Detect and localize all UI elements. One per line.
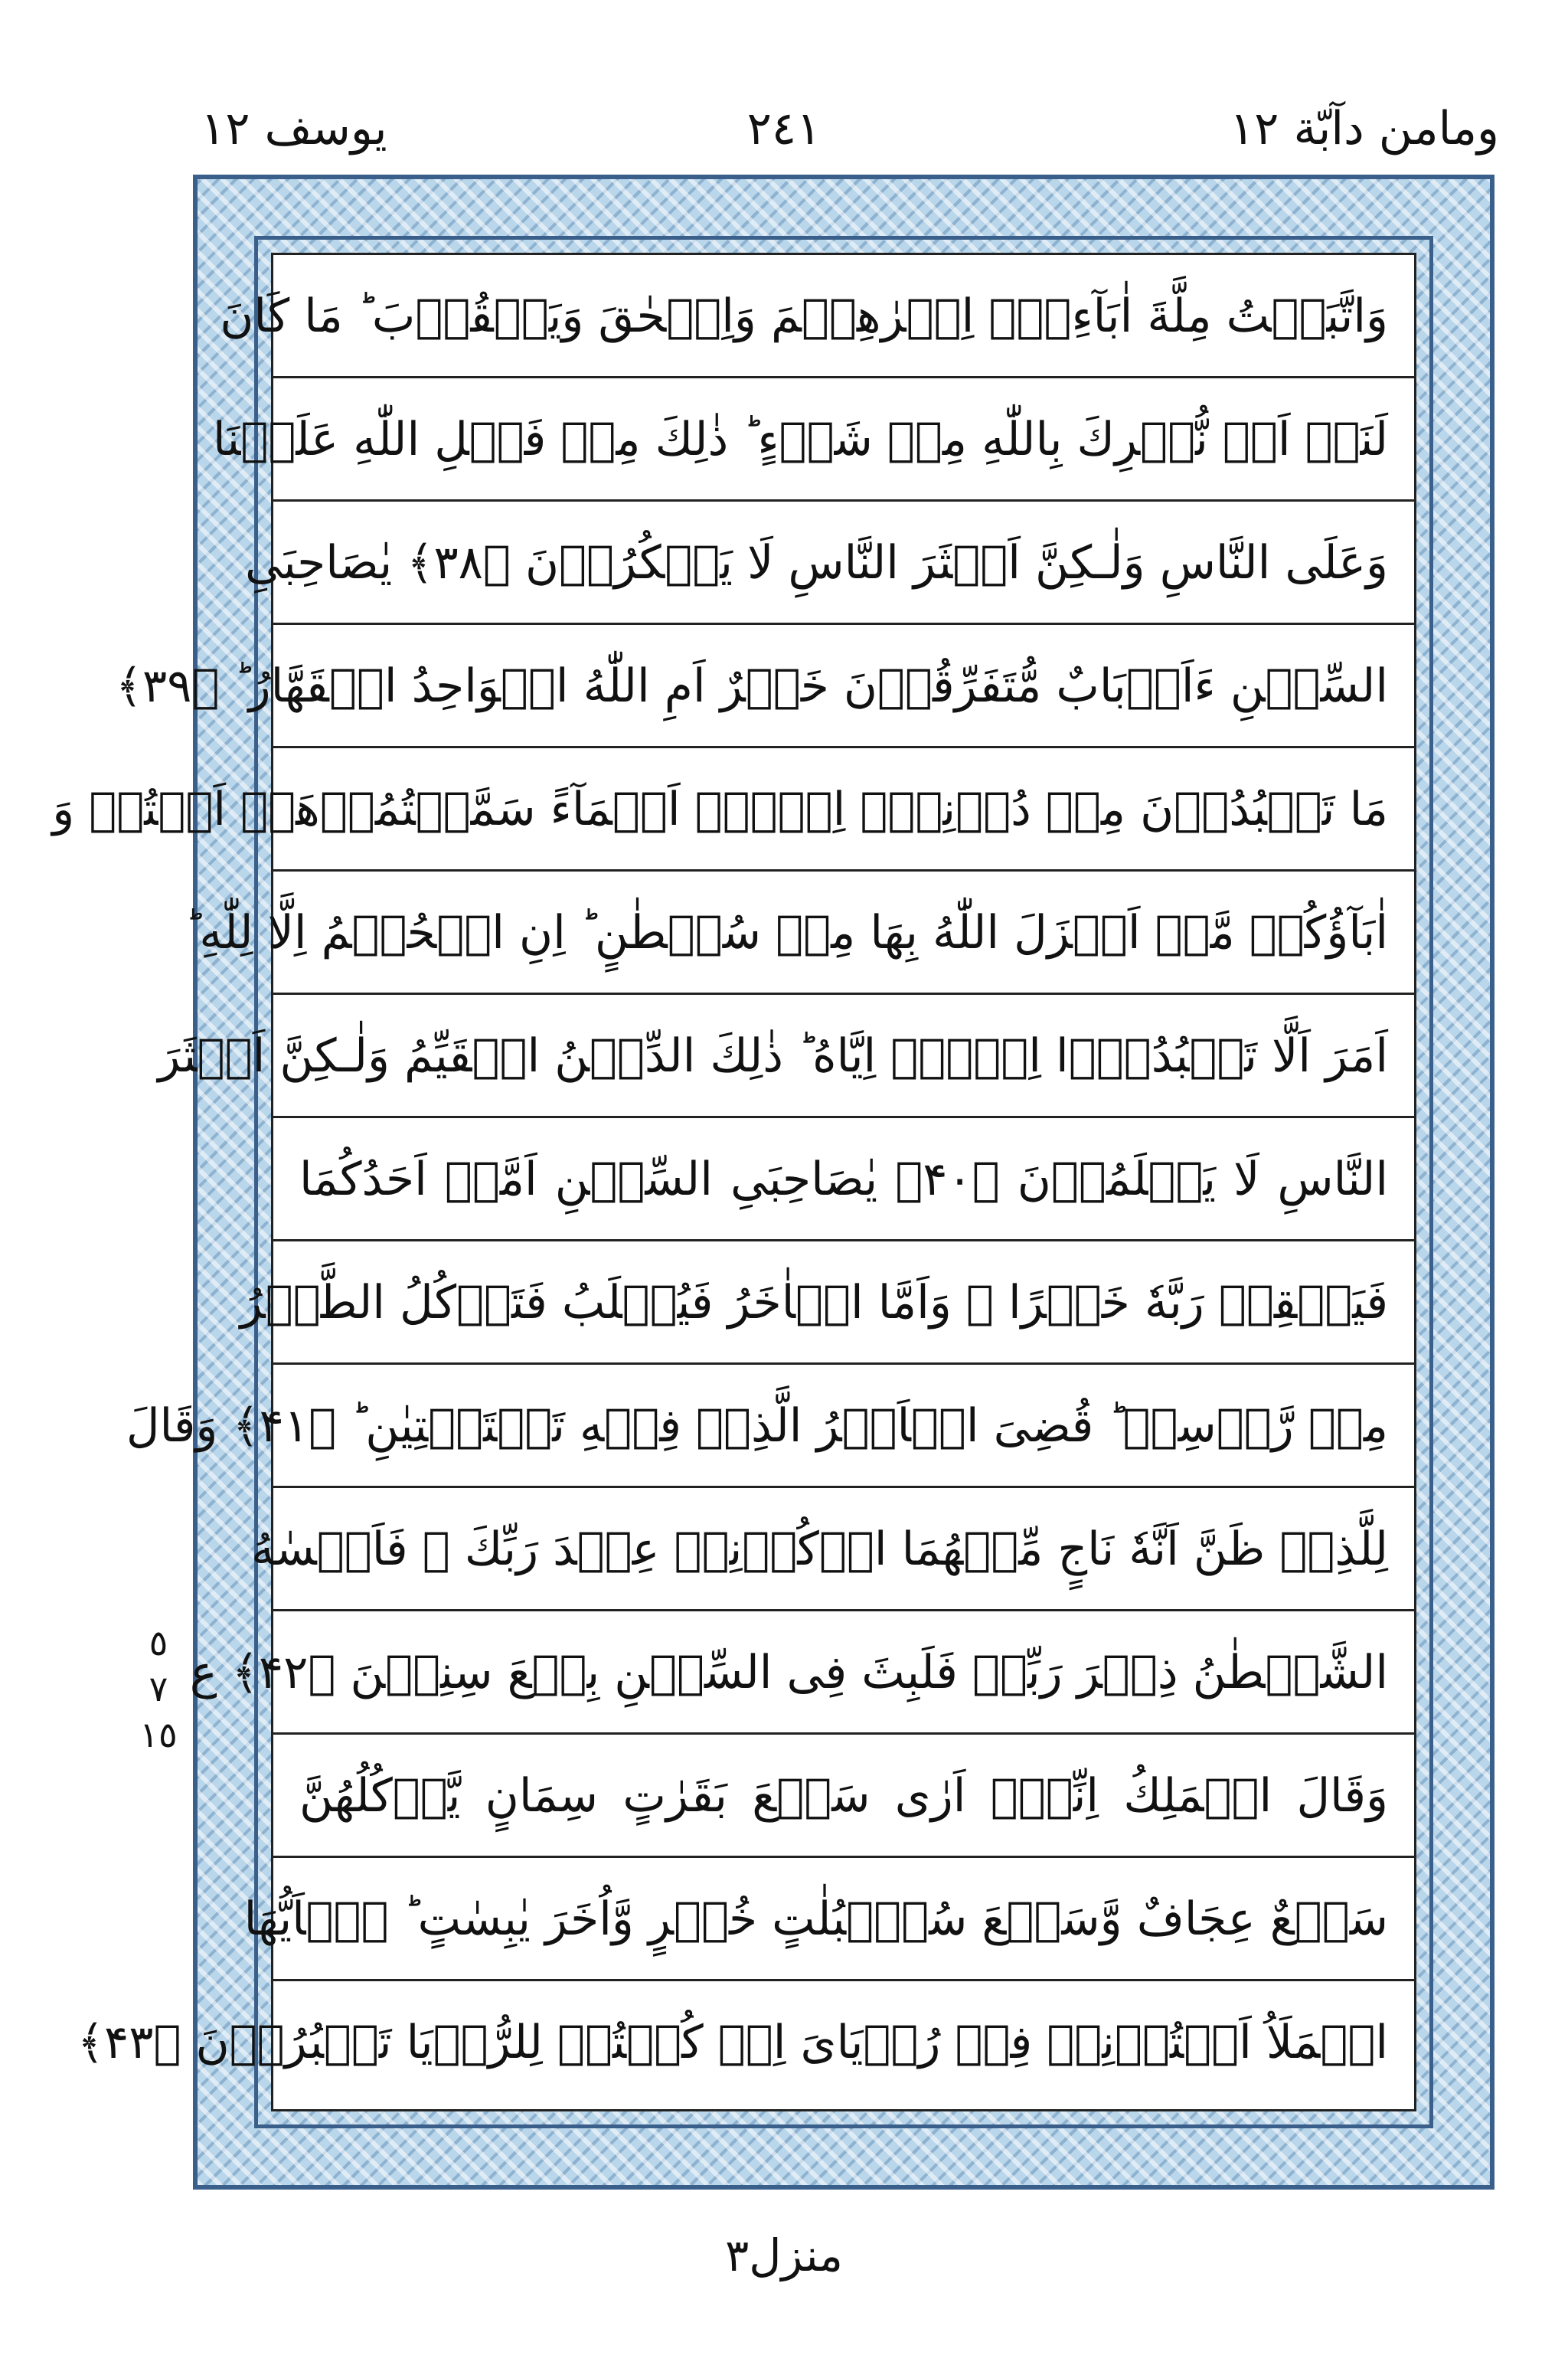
text-line-10: مِنۡ رَّاۡسِهٖ ؕ قُضِیَ الۡاَمۡرُ الَّذِیۡ فِیۡهِ تَسۡتَفۡتِیٰنِ ؕ ﴿۴۱﴾ وَقَالَ bbox=[273, 1365, 1414, 1488]
surah-name: يوسف ١٢ bbox=[201, 102, 387, 155]
text-line-1: وَاتَّبَعۡتُ مِلَّةَ اٰبَآءِیۡۤ اِبۡرٰهِیۡمَ وَاِسۡحٰقَ وَیَعۡقُوۡبَ ؕ مَا كَانَ bbox=[273, 255, 1414, 378]
text-line-3: وَعَلَى النَّاسِ وَلٰـكِنَّ اَكۡثَرَ النَّاسِ لَا یَشۡكُرُوۡنَ ﴿۳۸﴾ یٰصَاحِبَیِ bbox=[273, 502, 1414, 625]
ruku-mark-bottom: ١٥ bbox=[139, 1714, 178, 1755]
text-line-4: السِّجۡنِ ءَاَرۡبَابٌ مُّتَفَرِّقُوۡنَ خَیۡرٌ اَمِ اللّٰهُ الۡوَاحِدُ الۡقَهَّارُ ؕ ﴿۳۹﴾ bbox=[273, 625, 1414, 748]
text-line-15: الۡمَلَاُ اَفۡتُوۡنِیۡ فِیۡ رُءۡیَایَ اِنۡ كُنۡتُمۡ لِلرُّءۡیَا تَعۡبُرُوۡنَ ﴿۴۳﴾ bbox=[77, 2016, 1388, 2069]
text-line-7: اَمَرَ اَلَّا تَعۡبُدُوۡۤا اِلَّاۤ اِیَّاهُ ؕ ذٰلِكَ الدِّیۡنُ الۡقَیِّمُ وَلٰـكِنَّ اَكۡثَرَ bbox=[273, 995, 1414, 1118]
text-line-13: وَقَالَ الۡمَلِكُ اِنِّیۡۤ اَرٰی سَبۡعَ بَقَرٰتٍ سِمَانٍ یَّاۡكُلُهُنَّ bbox=[273, 1735, 1414, 1858]
para-name: ومامن دآبّة ١٢ bbox=[1229, 102, 1499, 155]
text-line-6: اٰبَآؤُكُمۡ مَّاۤ اَنۡزَلَ اللّٰهُ بِهَا مِنۡ سُلۡطٰنٍ ؕ اِنِ الۡحُكۡمُ اِلَّا لِلّٰهِ ؕ bbox=[273, 872, 1414, 995]
page-header bbox=[0, 98, 1568, 159]
text-line-8: النَّاسِ لَا یَعۡلَمُوۡنَ ﴿۴۰﴾ یٰصَاحِبَیِ السِّجۡنِ اَمَّاۤ اَحَدُكُمَا bbox=[273, 1118, 1414, 1241]
ruku-mark-middle: ٧ bbox=[149, 1668, 168, 1709]
text-line-5: مَا تَعۡبُدُوۡنَ مِنۡ دُوۡنِهٖۤ اِلَّاۤ اَسۡمَآءً سَمَّیۡتُمُوۡهَاۤ اَنۡتُمۡ وَ bbox=[273, 748, 1414, 872]
text-line-11: لِلَّذِیۡ ظَنَّ اَنَّهٗ نَاجٍ مِّنۡهُمَا اذۡكُرۡنِیۡ عِنۡدَ رَبِّكَ ۫ فَاَنۡسٰهُ bbox=[273, 1488, 1414, 1611]
ruku-mark-top: ٥ bbox=[149, 1622, 168, 1663]
text-line-9: فَیَسۡقِیۡ رَبَّهٗ خَمۡرًا ۚ وَاَمَّا الۡاٰخَرُ فَیُصۡلَبُ فَتَاۡكُلُ الطَّیۡرُ bbox=[273, 1241, 1414, 1365]
ruku-margin-mark bbox=[132, 1620, 185, 1758]
text-line-14: سَبۡعٌ عِجَافٌ وَّسَبۡعَ سُنۡۢبُلٰتٍ خُضۡرٍ وَّاُخَرَ یٰبِسٰتٍ ؕ یٰۤاَیُّهَا bbox=[273, 1858, 1414, 1981]
text-line-2: لَنَاۤ اَنۡ نُّشۡرِكَ بِاللّٰهِ مِنۡ شَیۡءٍ ؕ ذٰلِكَ مِنۡ فَضۡلِ اللّٰهِ عَلَیۡنَا bbox=[273, 378, 1414, 502]
manzil-footer: منزل٣ bbox=[725, 2229, 843, 2281]
text-line-12: الشَّیۡطٰنُ ذِكۡرَ رَبِّهٖ فَلَبِثَ فِی السِّجۡنِ بِضۡعَ سِنِیۡنَ ﴿۴۲﴾ ع bbox=[273, 1611, 1414, 1735]
page-number: ٢٤١ bbox=[746, 102, 822, 155]
